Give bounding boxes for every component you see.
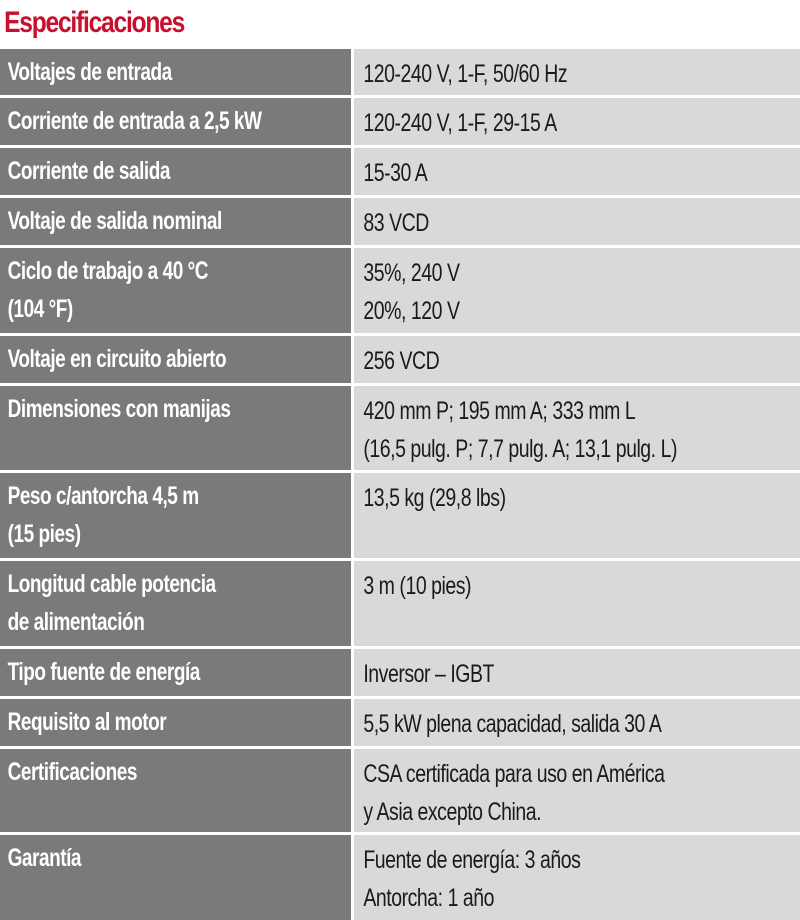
- spec-label-cell: [0, 748, 352, 834]
- spec-label: Voltajes de entrada: [7, 58, 172, 86]
- spec-label-cell: [0, 335, 352, 385]
- spec-value-cell: [352, 335, 800, 385]
- spec-label: Corriente de entrada a 2,5 kW: [7, 107, 262, 135]
- spec-label-cell: [0, 247, 352, 335]
- spec-value-cell: [352, 698, 800, 748]
- spec-label: Requisito al motor: [7, 708, 167, 736]
- spec-label: Certificaciones: [7, 758, 137, 786]
- table-row: [0, 560, 800, 648]
- spec-label-cell: [0, 97, 352, 147]
- spec-value: 120-240 V, 1-F, 29-15 A: [362, 109, 557, 137]
- specs-table: [0, 46, 800, 920]
- spec-value: 83 VCD: [362, 209, 429, 237]
- spec-value-cell: [352, 385, 800, 472]
- spec-value-cell: [352, 48, 800, 97]
- table-row: [0, 472, 800, 560]
- spec-value: 256 VCD: [362, 347, 439, 375]
- spec-label: Dimensiones con manijas: [7, 395, 231, 423]
- table-row: [0, 97, 800, 147]
- spec-label: Ciclo de trabajo a 40 °C (104 °F): [7, 257, 209, 323]
- spec-value-cell: [352, 472, 800, 560]
- spec-value-cell: [352, 247, 800, 335]
- spec-value: 15-30 A: [362, 159, 427, 187]
- spec-value-cell: [352, 834, 800, 920]
- table-row: [0, 335, 800, 385]
- table-row: [0, 147, 800, 197]
- spec-value-cell: [352, 197, 800, 247]
- table-row: [0, 48, 800, 97]
- spec-label: Peso c/antorcha 4,5 m (15 pies): [7, 482, 199, 548]
- table-row: [0, 748, 800, 834]
- spec-label: Garantía: [7, 844, 82, 872]
- table-row: [0, 385, 800, 472]
- spec-label-cell: [0, 147, 352, 197]
- spec-label-cell: [0, 385, 352, 472]
- spec-value-cell: [352, 748, 800, 834]
- spec-value: Inversor – IGBT: [362, 660, 494, 688]
- spec-label: Longitud cable potencia de alimentación: [7, 570, 216, 636]
- table-row: [0, 247, 800, 335]
- spec-label: Voltaje de salida nominal: [7, 207, 222, 235]
- table-row: [0, 834, 800, 920]
- spec-value: 13,5 kg (29,8 lbs): [362, 484, 506, 512]
- spec-value-cell: [352, 560, 800, 648]
- spec-value: CSA certificada para uso en América y Asia excepto China.: [362, 760, 665, 826]
- spec-label: Voltaje en circuito abierto: [7, 345, 227, 373]
- spec-label: Corriente de salida: [7, 157, 171, 185]
- spec-label-cell: [0, 48, 352, 97]
- spec-value: 120-240 V, 1-F, 50/60 Hz: [362, 60, 567, 88]
- spec-label: Tipo fuente de energía: [7, 658, 200, 686]
- spec-label-cell: [0, 648, 352, 698]
- spec-value: Fuente de energía: 3 años Antorcha: 1 año: [362, 846, 580, 912]
- spec-label-cell: [0, 698, 352, 748]
- spec-value: 420 mm P; 195 mm A; 333 mm L (16,5 pulg. P; 7,7 pulg. A; 13,1 pulg. L): [362, 397, 677, 463]
- spec-value-cell: [352, 648, 800, 698]
- table-row: [0, 648, 800, 698]
- spec-value-cell: [352, 147, 800, 197]
- spec-value: 5,5 kW plena capacidad, salida 30 A: [362, 710, 661, 738]
- table-row: [0, 197, 800, 247]
- spec-value: 3 m (10 pies): [362, 572, 471, 600]
- spec-value-cell: [352, 97, 800, 147]
- spec-value: 35%, 240 V 20%, 120 V: [362, 259, 460, 325]
- page-title: Especificaciones: [4, 6, 185, 39]
- spec-label-cell: [0, 560, 352, 648]
- spec-label-cell: [0, 834, 352, 920]
- table-row: [0, 698, 800, 748]
- spec-label-cell: [0, 197, 352, 247]
- spec-label-cell: [0, 472, 352, 560]
